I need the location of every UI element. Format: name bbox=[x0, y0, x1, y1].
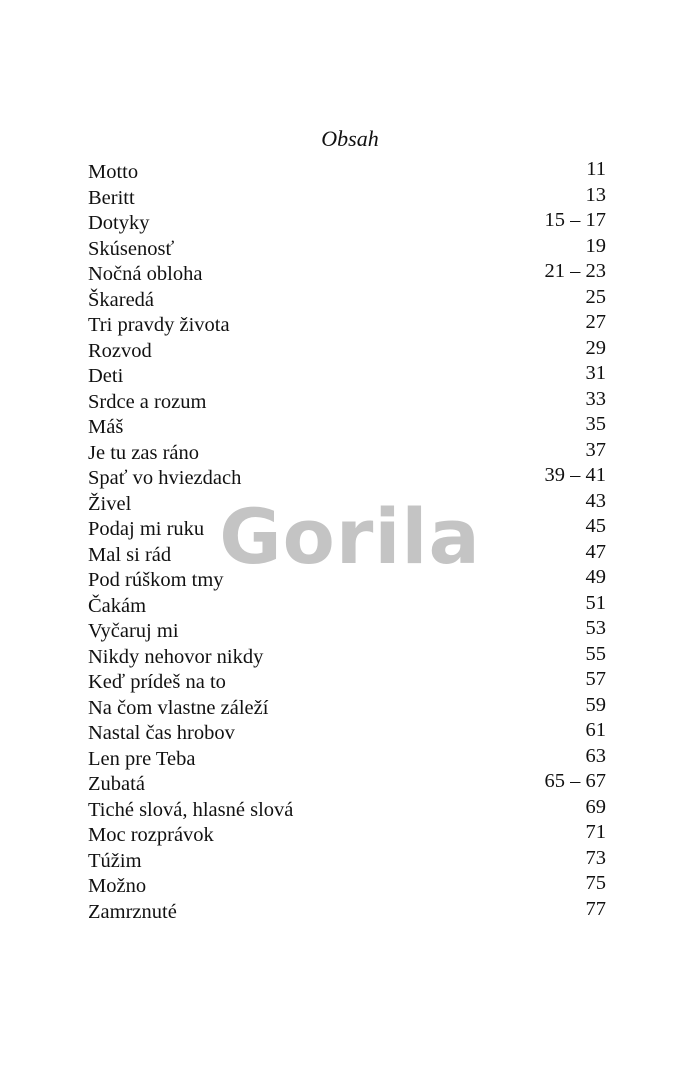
toc-entry bbox=[88, 745, 606, 771]
toc-entry-page: 15 – 17 bbox=[544, 209, 606, 231]
toc-entry-title: Škaredá bbox=[88, 288, 155, 311]
toc-entry-title: Živel bbox=[88, 492, 132, 515]
toc-entry-title: Pod rúškom tmy bbox=[88, 569, 224, 591]
toc-entry bbox=[88, 566, 606, 592]
toc-entry bbox=[88, 235, 606, 261]
toc-entry-title: Srdce a rozum bbox=[88, 390, 207, 413]
toc-entry-title: Vyčaruj mi bbox=[88, 620, 179, 642]
toc-entry bbox=[88, 898, 606, 924]
toc-entry-page: 19 bbox=[585, 234, 606, 257]
toc-entry bbox=[88, 286, 606, 312]
toc-entry-page: 37 bbox=[585, 438, 606, 461]
toc-entry-title: Mal si rád bbox=[88, 543, 172, 566]
toc-entry-page: 69 bbox=[585, 795, 606, 818]
toc-entry-title: Keď prídeš na to bbox=[88, 671, 226, 693]
toc-entry bbox=[88, 796, 606, 822]
toc-entry bbox=[88, 184, 606, 210]
toc-entry bbox=[88, 388, 606, 414]
toc-entry-page: 45 bbox=[585, 515, 606, 537]
toc-entry-page: 25 bbox=[585, 285, 606, 308]
table-of-contents bbox=[88, 158, 606, 923]
toc-entry-title: Je tu zas ráno bbox=[88, 441, 199, 464]
toc-entry-page: 77 bbox=[585, 897, 606, 920]
toc-entry bbox=[88, 541, 606, 567]
toc-entry-title: Máš bbox=[88, 416, 124, 438]
toc-entry bbox=[88, 515, 606, 541]
toc-entry-page: 57 bbox=[585, 668, 606, 690]
toc-entry-page: 53 bbox=[585, 617, 606, 639]
toc-entry bbox=[88, 464, 606, 490]
toc-entry-title: Zubatá bbox=[88, 773, 145, 795]
toc-entry-page: 47 bbox=[585, 540, 606, 563]
toc-entry-page: 49 bbox=[585, 566, 606, 588]
watermark-logo: Gorila bbox=[219, 492, 481, 581]
toc-entry-page: 75 bbox=[585, 872, 606, 894]
toc-entry bbox=[88, 158, 606, 184]
toc-entry-title: Tiché slová, hlasné slová bbox=[88, 798, 294, 821]
toc-entry-title: Beritt bbox=[88, 186, 135, 209]
toc-entry-page: 55 bbox=[585, 642, 606, 665]
toc-entry-page: 39 – 41 bbox=[544, 464, 606, 486]
toc-entry bbox=[88, 643, 606, 669]
toc-entry-title: Deti bbox=[88, 365, 124, 387]
toc-entry-page: 35 bbox=[585, 413, 606, 435]
toc-entry-title: Moc rozprávok bbox=[88, 824, 214, 846]
toc-entry bbox=[88, 821, 606, 847]
toc-entry-page: 43 bbox=[585, 489, 606, 512]
toc-entry bbox=[88, 362, 606, 388]
toc-entry-title: Možno bbox=[88, 875, 147, 897]
toc-entry bbox=[88, 260, 606, 286]
toc-entry bbox=[88, 617, 606, 643]
toc-entry-title: Nočná obloha bbox=[88, 263, 203, 285]
toc-entry-title: Nikdy nehovor nikdy bbox=[88, 645, 264, 668]
toc-entry bbox=[88, 413, 606, 439]
toc-entry bbox=[88, 490, 606, 516]
toc-entry-title: Nastal čas hrobov bbox=[88, 722, 235, 744]
toc-entry-title: Zamrznuté bbox=[88, 900, 177, 923]
toc-entry-page: 21 – 23 bbox=[544, 260, 606, 282]
toc-entry bbox=[88, 311, 606, 337]
toc-entry-page: 63 bbox=[585, 744, 606, 767]
toc-entry-title: Túžim bbox=[88, 849, 142, 872]
toc-entry-title: Na čom vlastne záleží bbox=[88, 696, 269, 719]
toc-entry-page: 27 bbox=[585, 311, 606, 333]
toc-entry-title: Čakám bbox=[88, 594, 147, 617]
toc-entry-page: 65 – 67 bbox=[544, 770, 606, 792]
toc-entry-page: 51 bbox=[585, 591, 606, 614]
toc-entry bbox=[88, 694, 606, 720]
toc-entry bbox=[88, 209, 606, 235]
toc-entry-page: 33 bbox=[585, 387, 606, 410]
toc-entry-title: Spať vo hviezdach bbox=[88, 467, 242, 489]
toc-entry bbox=[88, 592, 606, 618]
toc-entry-page: 29 bbox=[585, 336, 606, 359]
toc-entry-page: 11 bbox=[586, 158, 606, 180]
toc-entry bbox=[88, 719, 606, 745]
toc-entry bbox=[88, 872, 606, 898]
toc-entry-title: Tri pravdy života bbox=[88, 314, 230, 336]
toc-entry-page: 71 bbox=[585, 821, 606, 843]
toc-entry bbox=[88, 337, 606, 363]
toc-title: Obsah bbox=[321, 126, 379, 151]
toc-entry-page: 13 bbox=[585, 183, 606, 206]
toc-entry bbox=[88, 439, 606, 465]
toc-entry-title: Podaj mi ruku bbox=[88, 518, 205, 540]
toc-entry-page: 31 bbox=[585, 362, 606, 384]
toc-entry-title: Dotyky bbox=[88, 212, 150, 234]
toc-entry-title: Skúsenosť bbox=[88, 237, 175, 260]
toc-entry bbox=[88, 847, 606, 873]
toc-entry-page: 59 bbox=[585, 693, 606, 716]
toc-entry-page: 73 bbox=[585, 846, 606, 869]
toc-entry bbox=[88, 668, 606, 694]
toc-entry-page: 61 bbox=[585, 719, 606, 741]
toc-entry bbox=[88, 770, 606, 796]
toc-entry-title: Len pre Teba bbox=[88, 747, 196, 770]
toc-entry-title: Rozvod bbox=[88, 339, 152, 362]
toc-entry-title: Motto bbox=[88, 161, 139, 183]
